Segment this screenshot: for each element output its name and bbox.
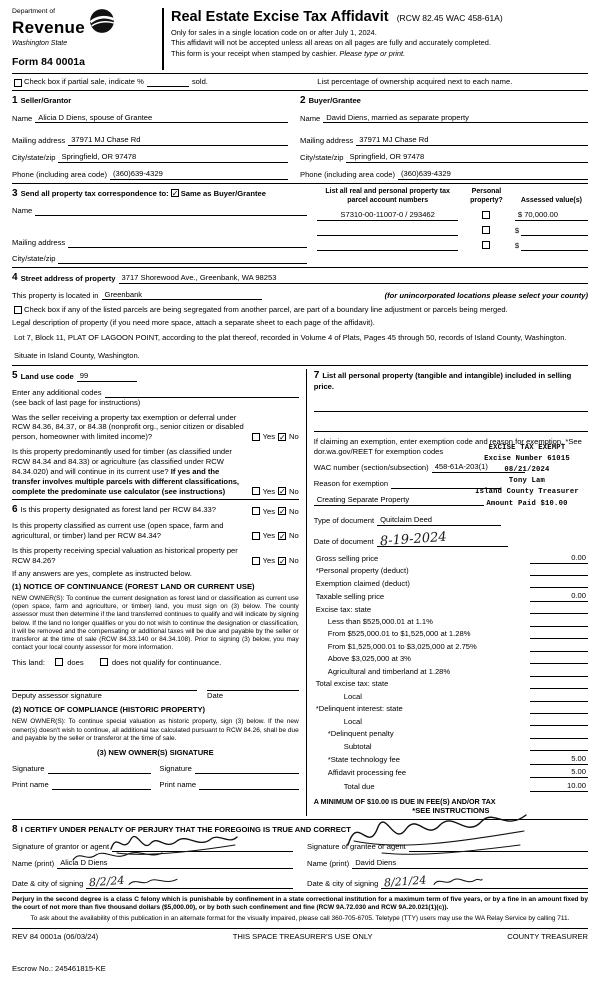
owner-print-label-1: Print name [12,780,49,789]
section-4-number: 4 [12,271,18,283]
owner-signature-label-2: Signature [159,764,192,774]
current-use-yes-checkbox[interactable] [252,532,260,540]
no-label: No [289,531,299,541]
owner-signature-field-1[interactable] [48,765,152,774]
this-land-label: This land: [12,657,45,667]
personal-property-checkbox-3[interactable] [482,241,490,249]
wac-number-value: 458-61A-203(1) [434,462,488,472]
checkmark: ✓ [171,189,179,199]
tax-value[interactable]: 10.00 [530,781,588,792]
land-use-field[interactable] [77,371,137,382]
tax-label: Gross selling price [315,553,379,563]
tax-value[interactable] [530,655,588,664]
grantor-name-label: Name (print) [12,858,55,868]
buyer-csz-value: Springfield, OR 97478 [349,152,425,162]
revenue-wordmark: Revenue [12,17,85,37]
section-7-number: 7 [313,369,320,381]
tax-label: Subtotal [343,741,372,751]
parcel-number-field-2[interactable] [317,227,458,236]
if-yes-note: If any answers are yes, complete as instructed below. [12,568,192,578]
exemption-note-2: *See dor.wa.gov/REET for exemption codes [313,436,582,456]
header-note-2: This affidavit will not be accepted unless all areas on all pages are fully and accurately completed. [171,38,491,48]
alternate-format-note: To ask about the availability of this publication in an alternate format for the visually impaired, please call 360-705-6705. Teletype (TTY) users may use the WA Relay Service by calling 711. [30,915,570,923]
tax-label: From $525,000.01 to $1,525,000 at 1.28% [327,629,471,639]
tax-label: Agricultural and timberland at 1.28% [327,666,451,676]
section-5-number: 5 [12,369,18,381]
additional-codes-label: Enter any additional codes [12,387,102,397]
section-3 [12,187,588,264]
form-header [12,8,588,70]
located-in-value: Greenbank [104,289,143,299]
tax-row-processing-fee [314,767,588,778]
divider [12,365,588,366]
checkmark: ✓ [279,433,286,443]
divider [12,90,588,91]
grantor-date-field[interactable] [86,875,293,889]
section-4 [12,271,588,361]
tax-value[interactable] [530,605,588,614]
reason-exemption-label: Reason for exemption [313,479,389,489]
additional-codes-field[interactable] [105,389,299,398]
tax-label: From $1,525,000.01 to $3,025,000 at 2.75% [327,641,477,651]
dor-logo-icon [89,8,115,37]
form-number: Form 84 0001a [12,56,85,69]
treasurer-use-label: THIS SPACE TREASURER'S USE ONLY [232,932,373,942]
buyer-address-label: Mailing address [300,136,354,146]
divider [12,499,299,500]
deputy-date-label: Date [207,690,224,700]
parcel-number-field[interactable] [317,210,458,221]
no-label: No [289,506,299,516]
segregated-checkbox[interactable] [14,306,22,314]
checkmark: ✓ [279,487,286,497]
street-address-field[interactable] [119,273,588,284]
yes-label: Yes [262,486,276,496]
seller-title: Seller/Grantor [20,95,72,105]
seller-phone-label: Phone (including area code) [12,170,107,180]
date-of-document-handwritten: 8-19-2024 [379,529,447,550]
buyer-address-field[interactable] [356,135,588,146]
no-label: No [289,432,299,442]
forest-no-checkbox[interactable] [278,507,286,515]
tax-row-bracket-1 [314,617,588,627]
seller-phone-value: (360)639-4329 [113,169,163,179]
grantor-name-value: Alicia D Diens [60,857,108,867]
personal-property-checkbox-2[interactable] [482,226,490,234]
stamp-exempt-line: EXCISE TAX EXEMPT [488,443,566,452]
stamp-treasurer-name: Tony Lam [508,477,546,486]
buyer-phone-value: (360)639-4329 [401,169,451,179]
q-current-use-text: Is this property classified as current use (open space, farm and agricultural, or timber) land per RCW 84.34? [12,521,224,541]
grantor-signature-field[interactable] [112,843,293,852]
owner-print-field-2[interactable] [199,781,299,790]
tax-row-subtotal [314,742,588,752]
tax-row-delinquent-penalty [314,729,588,739]
tax-row-excise-state [314,605,588,615]
tax-label: Excise tax: state [315,604,372,614]
checkmark: ✓ [279,507,286,517]
middle-columns [12,369,588,816]
tax-value[interactable] [530,680,588,689]
does-not-checkbox[interactable] [100,658,108,666]
buyer-title: Buyer/Grantee [308,95,361,105]
personal-property-header: Personal property? [470,187,503,205]
tax-row-taxable [314,591,588,602]
rcw-reference: (RCW 82.45 WAC 458-61A) [396,13,503,23]
does-not-label: does not qualify for continuance. [111,657,222,667]
header-note-1: Only for sales in a single location code on or after July 1, 2024. [171,27,377,37]
tax-row-delinquent-interest [314,704,588,714]
tax-label: *State technology fee [327,754,400,764]
parties-section [12,94,588,180]
seller-address-field[interactable] [68,135,288,146]
current-use-question [12,521,299,541]
tax-value[interactable]: 0.00 [530,553,588,564]
corr-address-field[interactable] [68,239,307,248]
section-2-number: 2 [300,94,306,106]
washington-state-label: Washington State [12,39,68,47]
additional-codes-note: (see back of last page for instructions) [12,397,141,407]
tax-label: Exemption claimed (deduct) [315,578,410,588]
tax-label: Total excise tax: state [315,679,389,689]
owner-print-field-1[interactable] [52,781,152,790]
grantee-date-handwritten: 8/21/24 [383,873,428,890]
legal-description-text: Lot 7, Block 11, PLAT OF LAGOON POINT, according to the plat thereof, recorded in Volume 4 of Plats, Pages 45 through 50, records of Island County, Washington. [14,333,567,343]
tax-value[interactable] [530,730,588,739]
header-note-3a: This form is your receipt when stamped by cashier. [171,49,340,59]
grantee-signature-label: Signature of grantee or agent [307,841,406,851]
does-checkbox[interactable] [55,658,63,666]
tax-label: Less than $525,000.01 at 1.1% [327,616,433,626]
date-of-document-label: Date of document [313,536,374,546]
buyer-name-value: David Diens, married as separate property [326,112,469,122]
section-1-number: 1 [12,94,18,106]
unincorporated-note: (for unincorporated locations please select your county) [384,290,588,300]
deputy-assessor-label: Deputy assessor signature [12,690,102,700]
wac-number-label: WAC number (section/subsection) [313,463,429,473]
perjury-statement: Perjury in the second degree is a class C felony which is punishable by confinement in a state correctional institution for a maximum term of five years, or by a fine in an amount fixed by the court of not more than five thousand dollars ($5,000.00), or by both such confinement and fine (RCW 9A.72.030 and RCW 9A.20.021(1)(c)). [12,895,588,911]
exemption-no-checkbox[interactable] [278,433,286,441]
tax-label: *Delinquent interest: state [315,704,403,714]
corr-csz-label: City/state/zip [12,253,56,263]
tax-label: Total due [343,781,375,791]
buyer-address-value: 37971 MJ Chase Rd [359,135,429,145]
agency-block [12,8,162,70]
street-address-value: 3717 Shorewood Ave., Greenbank, WA 98253 [121,272,277,282]
timber-yes-checkbox[interactable] [252,487,260,495]
legal-description-label: Legal description of property (if you need more space, attach a separate sheet to each page of the affidavit). [12,318,375,328]
seller-name-field[interactable] [35,113,288,124]
checkmark: ✓ [279,556,286,566]
section-8-number: 8 [12,823,18,835]
county-treasurer-label: COUNTY TREASURER [507,932,588,942]
timber-question [12,447,299,496]
notice-1-body: NEW OWNER(S): To continue the current designation as forest land or classification as current use (open space, farm and agriculture, or timber) land, you must sign on (3) below. The county assessor must then determine if the land transferred continues to qualify and will indicate by signing below. If the land no longer qualifies or you do not wish to continue the designation or classification, it will be removed and the compensating or additional taxes will be due and payable by the seller or transferor at the time of sale (RCW 84.33.140 or 84.34.108). Prior to signing (3) below, you may contact your local county assessor for more information. [12,594,299,652]
certify-statement: I CERTIFY UNDER PENALTY OF PERJURY THAT THE FOREGOING IS TRUE AND CORRECT [20,824,351,834]
grantee-signature-field[interactable] [409,843,588,852]
divider [12,73,588,74]
section-1-seller [12,94,300,180]
segregated-label: Check box if any of the listed parcels are being segregated from another parcel, are part of a boundary line adjustment or parcels being merged. [24,305,508,315]
this-land-row [12,658,299,668]
personal-property-line-2[interactable] [314,423,588,432]
grantee-name-value: David Diens [355,857,397,867]
sold-label: sold. [191,76,208,86]
tax-row-delinquent-local [314,717,588,727]
corr-csz-field[interactable] [58,255,307,264]
seller-address-value: 37971 MJ Chase Rd [71,135,141,145]
does-label: does [67,657,84,667]
type-of-document-value: Quitclaim Deed [380,514,433,524]
grantee-city-scribble [429,875,487,887]
seller-name-value: Alicia D Diens, spouse of Grantee [38,112,153,122]
historic-question [12,546,299,566]
tax-value[interactable] [530,668,588,677]
divider [12,819,588,820]
located-in-field[interactable] [102,290,262,301]
seller-csz-field[interactable] [58,152,288,163]
title-block [162,8,588,70]
exemption-deferral-question [12,413,299,443]
dept-of-label: Department of [12,8,56,15]
divider [12,267,588,268]
street-address-label: Street address of property [20,273,116,283]
page-title: Real Estate Excise Tax Affidavit [171,9,389,25]
buyer-csz-label: City/state/zip [300,153,344,163]
reason-exemption-value: Creating Separate Property [316,495,410,505]
notice-1-title: (1) NOTICE OF CONTINUANCE (FOREST LAND OR CURRENT USE) [12,581,255,591]
grantee-date-field[interactable] [381,875,588,889]
tax-value[interactable] [530,567,588,576]
tax-row-technology-fee [314,754,588,765]
yes-label: Yes [262,556,276,565]
buyer-name-field[interactable] [323,113,588,124]
minimum-due-note: A MINIMUM OF $10.00 IS DUE IN FEE(S) AND/OR TAX [313,796,496,806]
forest-yes-checkbox[interactable] [252,507,260,515]
tax-label: *Personal property (deduct) [315,566,409,576]
section-8 [12,823,588,889]
seller-csz-value: Springfield, OR 97478 [61,152,137,162]
tax-label: *Delinquent penalty [327,729,394,739]
tax-label: Affidavit processing fee [327,768,407,778]
assessed-value-field-2[interactable] [521,227,588,236]
grantor-date-label: Date & city of signing [12,878,84,888]
parcel-row-1 [317,210,588,221]
q-historic-text: Is this property receiving special valuation as historical property per RCW 84.26? [12,546,238,565]
situate-text: Situate in Island County, Washington. [14,350,140,360]
header-note-3b: Please type or print. [339,49,406,59]
rev-number: REV 84 0001a (06/03/24) [12,932,99,942]
treasurer-stamp [466,443,588,510]
land-use-label: Land use code [20,371,74,381]
section-2-buyer [300,94,588,180]
grantee-name-field[interactable] [352,858,588,869]
assessed-value-1: $ 70,000.00 [517,210,558,220]
parcel-row-2 [317,226,588,236]
tax-row-bracket-3 [314,642,588,652]
section-6-number: 6 [12,504,18,516]
personal-property-intro: List all personal property (tangible and intangible) included in selling price. [313,370,572,391]
header-note-3 [171,49,588,59]
seller-name-label: Name [12,113,33,123]
right-column [306,369,588,816]
reason-exemption-field-2[interactable] [314,495,484,506]
partial-sale-label: Check box if partial sale, indicate % [24,76,144,86]
tax-value[interactable] [530,705,588,714]
tax-row-personal-deduct [314,566,588,576]
owner-signature-label-1: Signature [12,764,45,774]
tax-row-total-state [314,679,588,689]
land-use-value: 99 [79,370,89,380]
seller-phone-field[interactable] [110,169,288,180]
buyer-phone-label: Phone (including area code) [300,170,395,180]
dollar-sign: $ [514,240,520,250]
grantee-date-label: Date & city of signing [307,878,379,888]
tax-row-gross [314,553,588,564]
section-3-number: 3 [12,187,18,199]
footer-row [12,932,588,942]
partial-sale-row [12,77,588,87]
owner-print-label-2: Print name [159,780,197,789]
notice-2-body: NEW OWNER(S): To continue special valuation as historic property, sign (3) below. If the new owner(s) doesn't wish to continue, all additional tax calculated pursuant to RCW 84.26, shall be due and payable by the seller or transferor at the time of sale. [12,718,299,742]
stamp-excise-number: Excise Number 61015 [484,454,570,463]
corr-name-field[interactable] [35,207,307,216]
same-as-buyer-checkbox[interactable] [171,189,179,197]
grantee-signing-block [307,836,588,889]
type-of-document-field[interactable] [377,515,500,526]
tax-value[interactable] [530,693,588,702]
notice-2-title: (2) NOTICE OF COMPLIANCE (HISTORIC PROPERTY) [12,705,206,715]
tax-label: Local [343,716,362,726]
stamp-amount-paid: Amount Paid $10.00 [486,499,568,508]
parcel-number-field-3[interactable] [317,242,458,251]
tax-row-exemption-deduct [314,579,588,589]
assessed-value-header: Assessed value(s) [520,197,582,205]
tax-row-agricultural [314,667,588,677]
yes-label: Yes [262,432,276,442]
tax-computation [314,553,588,792]
date-of-document-field[interactable] [377,529,509,550]
type-of-document-label: Type of document [313,515,375,525]
dollar-sign: $ [514,226,520,235]
see-instructions-note: *SEE INSTRUCTIONS [412,806,490,816]
assessed-value-field-3[interactable] [521,242,588,251]
escrow-number: Escrow No.: 245461815-KE [12,964,106,974]
tax-value[interactable]: 0.00 [530,591,588,602]
current-use-no-checkbox[interactable] [278,532,286,540]
q-forest-text: Is this property designated as forest land per RCW 84.33? [20,505,216,515]
tax-label: Above $3,025,000 at 3% [327,654,411,664]
tax-value[interactable] [530,618,588,627]
exemption-note-1: If claiming an exemption, enter exemption code and reason for exemption. [313,436,564,446]
tax-value[interactable] [530,717,588,726]
divider [12,892,588,893]
tax-value[interactable]: 5.00 [530,767,588,778]
partial-percent-field[interactable] [147,78,189,87]
grantor-city-scribble [127,875,179,887]
grantor-signing-block [12,836,307,889]
tax-value[interactable] [530,742,588,751]
tax-row-bracket-4 [314,654,588,664]
grantor-signature-label: Signature of grantor or agent [12,841,110,851]
parcel-header: List all real and personal property tax parcel account numbers [325,187,450,205]
q-timber-bold-text: If yes and the transfer involves multiple parcels with different classifications, complete the predominate use calculator (see instructions) [12,466,240,496]
owner-signature-field-2[interactable] [195,765,299,774]
corr-name-label: Name [12,205,33,215]
personal-property-line-1[interactable] [314,403,588,412]
assessed-value-field-1[interactable] [515,210,588,221]
personal-property-checkbox-1[interactable] [482,211,490,219]
buyer-name-label: Name [300,113,321,123]
parcel-row-3 [317,241,588,251]
ownership-percentage-note: List percentage of ownership acquired next to each name. [317,76,513,86]
checkmark: ✓ [279,532,286,542]
yes-label: Yes [262,531,276,541]
stamp-date: 08/21/2024 [504,466,550,475]
exemption-yes-checkbox[interactable] [252,433,260,441]
parcel-number-value: S7310-00-11007-0 / 293462 [340,210,435,220]
partial-sale-checkbox[interactable] [14,79,22,87]
stamp-treasurer-title: Island County Treasurer [475,488,579,497]
timber-no-checkbox[interactable] [278,487,286,495]
tax-value[interactable] [530,630,588,639]
located-in-label: This property is located in [12,290,99,300]
deputy-assessor-signature-field[interactable] [12,682,197,691]
tax-value[interactable] [530,643,588,652]
same-as-buyer-label: Same as Buyer/Grantee [180,188,266,198]
deputy-date-field[interactable] [207,682,299,691]
grantor-name-field[interactable] [57,858,293,869]
historic-yes-checkbox[interactable] [252,557,260,565]
divider [12,183,588,184]
q-exemption-text: Was the seller receiving a property tax exemption or deferral under RCW 84.36, 84.37, or 84.38 (nonprofit org., senior citizen or disabled person, homeowner with limited income)? [12,412,244,442]
tax-row-total-due [314,781,588,792]
forest-land-question [12,503,299,516]
grantee-name-label: Name (print) [307,858,350,868]
notice-3-title: (3) NEW OWNER(S) SIGNATURE [97,748,214,758]
tax-value[interactable] [530,579,588,588]
tax-value[interactable]: 5.00 [530,754,588,765]
corr-address-label: Mailing address [12,237,66,247]
tax-label: Local [343,691,362,701]
buyer-csz-field[interactable] [346,152,588,163]
buyer-phone-field[interactable] [398,169,588,180]
historic-no-checkbox[interactable] [278,557,286,565]
q-timber-text: Is this property predominantly used for timber (as classified under RCW 84.34 and 84.33) or agriculture (as classified under RCW 84.34.020) and will continue in its current use? [12,447,232,476]
divider [12,928,588,929]
tax-row-total-local [314,692,588,702]
correspondence-label: Send all property tax correspondence to: [20,188,169,198]
no-label: No [289,486,299,496]
no-label: No [289,556,299,565]
tax-row-bracket-2 [314,629,588,639]
grantor-date-handwritten: 8/2/24 [88,873,126,889]
seller-csz-label: City/state/zip [12,153,56,163]
tax-label: Taxable selling price [315,592,385,602]
left-column [12,369,306,816]
seller-address-label: Mailing address [12,136,66,146]
yes-label: Yes [262,506,276,516]
